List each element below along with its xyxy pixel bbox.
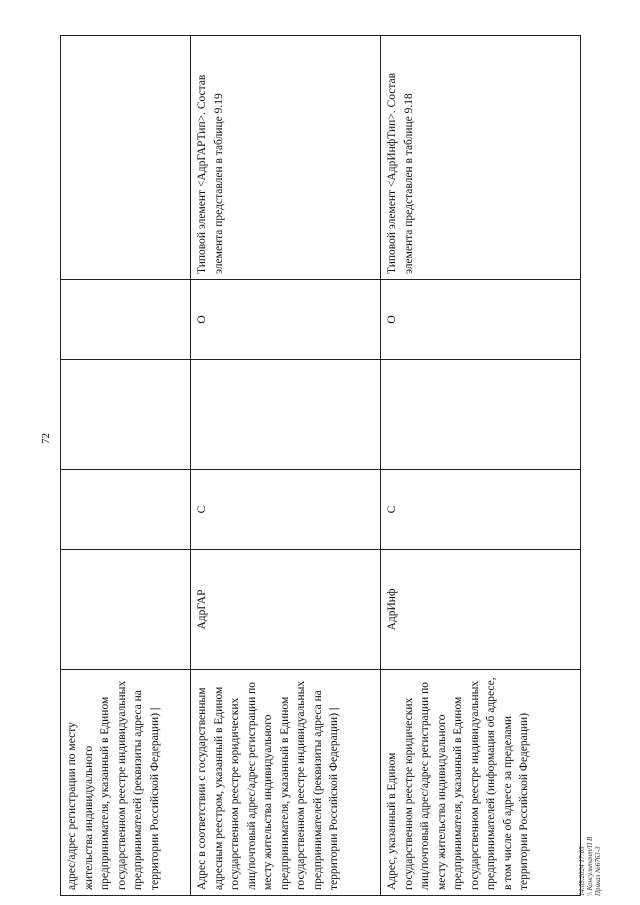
page-number: 72 (40, 433, 52, 444)
table-row (61, 36, 191, 896)
row-note (61, 36, 191, 280)
row-required (61, 280, 191, 360)
row-description: Адрес в соответствии с государственным адресным реестром, указанный в Едином государственном реестре юридических лиц/почтовый адрес/адрес регистрации по месту жительства индивидуального предпринимателя, указанный в Едином государственном реестре индивидуальных предпринимателей (реквизиты адреса на территории Российской Федерации) | (191, 670, 381, 896)
row-required: О (381, 280, 581, 360)
data-table (60, 35, 581, 896)
row-code: АдрИнф (381, 550, 581, 670)
row-required: О (191, 280, 381, 360)
table-row (191, 36, 381, 896)
row-description: адрес/адрес регистрации по месту жительства индивидуального предпринимателя, указанный в Едином государственном реестре индивидуальных предпринимателей (реквизиты адреса на территории Российской Федерации) | (61, 670, 191, 896)
row-type: С (381, 470, 581, 550)
row-code (61, 550, 191, 670)
row-format (381, 360, 581, 470)
row-description: Адрес, указанный в Едином государственном реестре юридических лиц/почтовый адрес/адрес регистрации по месту жительства индивидуального предпринимателя, указанный в Едином государственном реестре индивидуальных предпринимателей (информация об адресе, в том числе об адресе за пределами территории Российской Федерации) (381, 670, 581, 896)
row-note: Типовой элемент <АдрГАРТип>. Состав элемента представлен в таблице 9.19 (191, 36, 381, 280)
row-note: Типовой элемент <АдрИнфТип>. Состав элемента представлен в таблице 9.18 (381, 36, 581, 280)
table-row (381, 36, 581, 896)
rotated-page-content (60, 36, 580, 896)
row-type: С (191, 470, 381, 550)
row-format (191, 360, 381, 470)
footer-line1: 14.05.2024 17:05 (578, 846, 586, 896)
footer-line2: \\ Консультант/П В Приказ №6763-3 (586, 836, 602, 896)
row-format (61, 360, 191, 470)
row-type (61, 470, 191, 550)
footer-stamp (578, 834, 602, 896)
row-code: АдрГАР (191, 550, 381, 670)
